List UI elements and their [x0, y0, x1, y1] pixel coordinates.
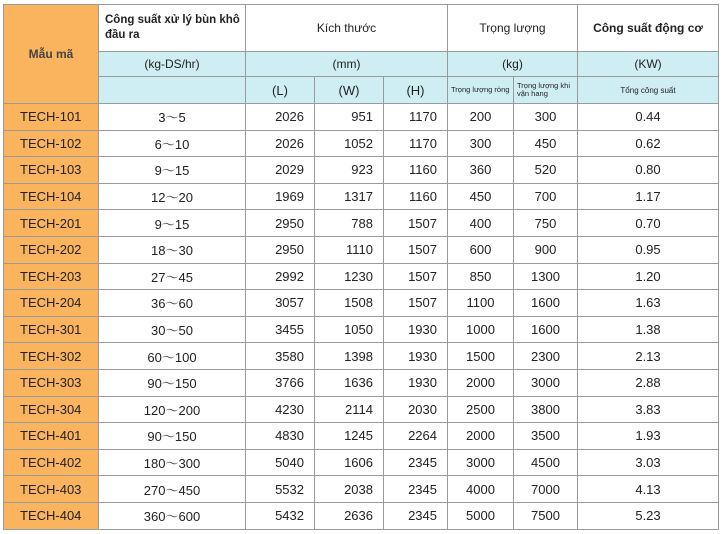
- power-unit: (KW): [578, 52, 719, 77]
- width-cell: 788: [315, 210, 384, 237]
- power-cell: 3.03: [578, 449, 719, 476]
- length-cell: 2026: [246, 104, 315, 131]
- model-cell: TECH-401: [4, 423, 99, 450]
- table-row: [4, 157, 719, 184]
- power-cell: 0.44: [578, 104, 719, 131]
- model-cell: TECH-202: [4, 236, 99, 263]
- capacity-cell: 30～50: [99, 316, 246, 343]
- power-cell: 0.80: [578, 157, 719, 184]
- operating-weight-subheader: Trọng lượng khi vận hang: [514, 77, 578, 104]
- table-row: [4, 210, 719, 237]
- height-subheader: (H): [384, 77, 448, 104]
- power-cell: 3.83: [578, 396, 719, 423]
- length-cell: 5040: [246, 449, 315, 476]
- width-cell: 1050: [315, 316, 384, 343]
- power-cell: 0.70: [578, 210, 719, 237]
- total-power-subheader: Tổng công suất: [578, 77, 719, 104]
- width-cell: 951: [315, 104, 384, 131]
- length-subheader: (L): [246, 77, 315, 104]
- net-weight-cell: 600: [448, 236, 514, 263]
- height-cell: 1507: [384, 263, 448, 290]
- operating-weight-cell: 1300: [514, 263, 578, 290]
- height-cell: 1507: [384, 210, 448, 237]
- capacity-cell: 3～5: [99, 104, 246, 131]
- height-cell: 1930: [384, 369, 448, 396]
- length-cell: 4830: [246, 423, 315, 450]
- table-row: [4, 369, 719, 396]
- operating-weight-cell: 900: [514, 236, 578, 263]
- operating-weight-cell: 520: [514, 157, 578, 184]
- operating-weight-cell: 7000: [514, 476, 578, 503]
- height-cell: 2345: [384, 476, 448, 503]
- net-weight-cell: 450: [448, 183, 514, 210]
- model-cell: TECH-302: [4, 343, 99, 370]
- model-cell: TECH-404: [4, 502, 99, 529]
- table-row: [4, 316, 719, 343]
- capacity-cell: 90～150: [99, 423, 246, 450]
- spec-table: [3, 4, 719, 530]
- operating-weight-cell: 700: [514, 183, 578, 210]
- net-weight-cell: 400: [448, 210, 514, 237]
- length-cell: 3580: [246, 343, 315, 370]
- width-cell: 1398: [315, 343, 384, 370]
- width-cell: 1508: [315, 290, 384, 317]
- weight-unit: (kg): [448, 52, 578, 77]
- operating-weight-cell: 4500: [514, 449, 578, 476]
- table-row: [4, 236, 719, 263]
- table-row: [4, 476, 719, 503]
- dimension-unit: (mm): [246, 52, 448, 77]
- height-cell: 2345: [384, 449, 448, 476]
- capacity-cell: 36～60: [99, 290, 246, 317]
- width-cell: 1317: [315, 183, 384, 210]
- dimension-header: Kích thước: [246, 5, 448, 52]
- table-row: [4, 290, 719, 317]
- capacity-unit: (kg-DS/hr): [99, 52, 246, 77]
- net-weight-cell: 200: [448, 104, 514, 131]
- power-cell: 2.13: [578, 343, 719, 370]
- length-cell: 3455: [246, 316, 315, 343]
- table-row: [4, 449, 719, 476]
- operating-weight-cell: 2300: [514, 343, 578, 370]
- height-cell: 1930: [384, 343, 448, 370]
- power-cell: 0.62: [578, 130, 719, 157]
- length-cell: 2992: [246, 263, 315, 290]
- operating-weight-cell: 300: [514, 104, 578, 131]
- model-cell: TECH-303: [4, 369, 99, 396]
- net-weight-cell: 1100: [448, 290, 514, 317]
- length-cell: 2950: [246, 236, 315, 263]
- net-weight-cell: 2500: [448, 396, 514, 423]
- width-cell: 1052: [315, 130, 384, 157]
- capacity-cell: 27～45: [99, 263, 246, 290]
- model-cell: TECH-104: [4, 183, 99, 210]
- net-weight-cell: 2000: [448, 423, 514, 450]
- height-cell: 1507: [384, 290, 448, 317]
- net-weight-cell: 3000: [448, 449, 514, 476]
- operating-weight-cell: 3500: [514, 423, 578, 450]
- height-cell: 1160: [384, 183, 448, 210]
- length-cell: 3057: [246, 290, 315, 317]
- net-weight-cell: 850: [448, 263, 514, 290]
- length-cell: 1969: [246, 183, 315, 210]
- length-cell: 2029: [246, 157, 315, 184]
- height-cell: 1160: [384, 157, 448, 184]
- table-row: [4, 104, 719, 131]
- capacity-cell: 270～450: [99, 476, 246, 503]
- length-cell: 2950: [246, 210, 315, 237]
- net-weight-cell: 2000: [448, 369, 514, 396]
- width-cell: 1636: [315, 369, 384, 396]
- table-row: [4, 343, 719, 370]
- net-weight-cell: 1000: [448, 316, 514, 343]
- operating-weight-cell: 1600: [514, 290, 578, 317]
- table-header: [4, 5, 719, 104]
- net-weight-cell: 1500: [448, 343, 514, 370]
- height-cell: 1170: [384, 104, 448, 131]
- operating-weight-cell: 7500: [514, 502, 578, 529]
- model-cell: TECH-201: [4, 210, 99, 237]
- table-row: [4, 396, 719, 423]
- power-cell: 1.20: [578, 263, 719, 290]
- model-cell: TECH-101: [4, 104, 99, 131]
- power-cell: 2.88: [578, 369, 719, 396]
- net-weight-cell: 4000: [448, 476, 514, 503]
- table-row: [4, 263, 719, 290]
- capacity-cell: 9～15: [99, 210, 246, 237]
- capacity-cell: 120～200: [99, 396, 246, 423]
- spec-table-container: [3, 4, 719, 530]
- width-cell: 1230: [315, 263, 384, 290]
- model-cell: TECH-301: [4, 316, 99, 343]
- capacity-cell: 18～30: [99, 236, 246, 263]
- length-cell: 5532: [246, 476, 315, 503]
- operating-weight-cell: 1600: [514, 316, 578, 343]
- width-cell: 923: [315, 157, 384, 184]
- power-cell: 1.93: [578, 423, 719, 450]
- capacity-cell: 9～15: [99, 157, 246, 184]
- operating-weight-cell: 450: [514, 130, 578, 157]
- height-cell: 1170: [384, 130, 448, 157]
- width-cell: 1110: [315, 236, 384, 263]
- width-cell: 1606: [315, 449, 384, 476]
- width-cell: 2114: [315, 396, 384, 423]
- capacity-cell: 360～600: [99, 502, 246, 529]
- power-cell: 4.13: [578, 476, 719, 503]
- length-cell: 5432: [246, 502, 315, 529]
- length-cell: 4230: [246, 396, 315, 423]
- power-cell: 1.38: [578, 316, 719, 343]
- net-weight-cell: 360: [448, 157, 514, 184]
- operating-weight-cell: 3000: [514, 369, 578, 396]
- capacity-subheader-empty: [99, 77, 246, 104]
- table-row: [4, 502, 719, 529]
- net-weight-subheader: Trọng lượng ròng: [448, 77, 514, 104]
- model-cell: TECH-102: [4, 130, 99, 157]
- capacity-cell: 90～150: [99, 369, 246, 396]
- table-row: [4, 130, 719, 157]
- power-cell: 5.23: [578, 502, 719, 529]
- height-cell: 1930: [384, 316, 448, 343]
- height-cell: 1507: [384, 236, 448, 263]
- capacity-header: Công suất xử lý bùn khô đầu ra: [99, 5, 246, 52]
- weight-header: Trọng lượng: [448, 5, 578, 52]
- width-subheader: (W): [315, 77, 384, 104]
- model-cell: TECH-103: [4, 157, 99, 184]
- height-cell: 2264: [384, 423, 448, 450]
- capacity-cell: 60～100: [99, 343, 246, 370]
- capacity-cell: 180～300: [99, 449, 246, 476]
- width-cell: 1245: [315, 423, 384, 450]
- capacity-cell: 12～20: [99, 183, 246, 210]
- power-cell: 1.63: [578, 290, 719, 317]
- height-cell: 2345: [384, 502, 448, 529]
- table-body: [4, 104, 719, 530]
- width-cell: 2636: [315, 502, 384, 529]
- table-row: [4, 183, 719, 210]
- length-cell: 3766: [246, 369, 315, 396]
- power-cell: 0.95: [578, 236, 719, 263]
- model-cell: TECH-203: [4, 263, 99, 290]
- model-cell: TECH-403: [4, 476, 99, 503]
- operating-weight-cell: 3800: [514, 396, 578, 423]
- length-cell: 2026: [246, 130, 315, 157]
- model-cell: TECH-402: [4, 449, 99, 476]
- width-cell: 2038: [315, 476, 384, 503]
- height-cell: 2030: [384, 396, 448, 423]
- net-weight-cell: 300: [448, 130, 514, 157]
- model-cell: TECH-204: [4, 290, 99, 317]
- power-header: Công suất động cơ: [578, 5, 719, 52]
- net-weight-cell: 5000: [448, 502, 514, 529]
- capacity-cell: 6～10: [99, 130, 246, 157]
- model-cell: TECH-304: [4, 396, 99, 423]
- table-row: [4, 423, 719, 450]
- model-header: Mẫu mã: [4, 5, 99, 104]
- power-cell: 1.17: [578, 183, 719, 210]
- operating-weight-cell: 750: [514, 210, 578, 237]
